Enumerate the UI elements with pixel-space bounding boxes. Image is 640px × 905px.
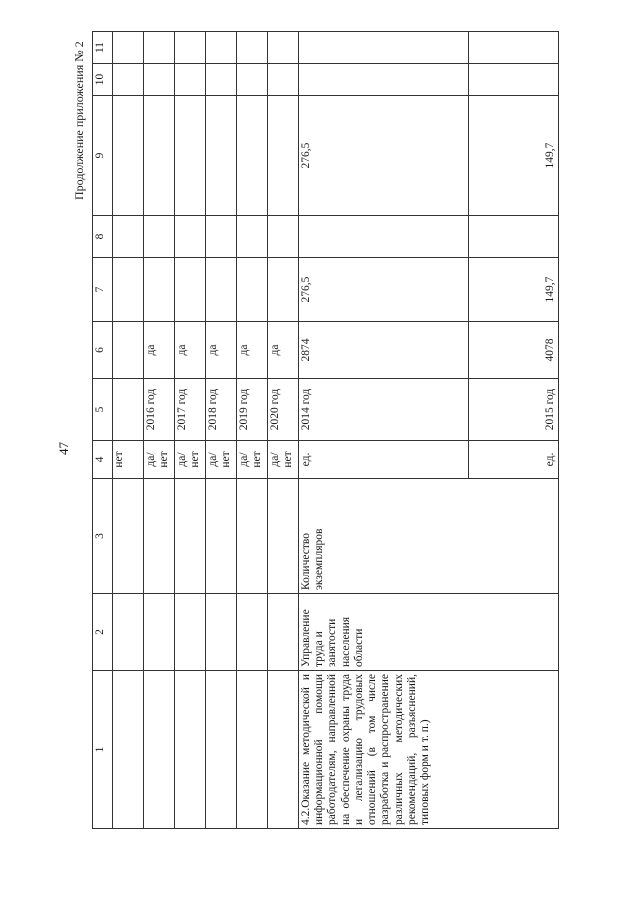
table-row xyxy=(175,32,206,829)
indicator-cell: Количество экземпляров xyxy=(299,479,559,594)
col-num: 10 xyxy=(93,64,113,96)
unit-cell: да/ нет xyxy=(144,441,175,479)
col-num: 11 xyxy=(93,32,113,64)
unit-cell: ед. xyxy=(469,441,559,479)
value-cell: да xyxy=(144,322,175,379)
executor-cell: Управление труда и занятости населения области xyxy=(299,594,559,671)
value-cell: да xyxy=(206,322,237,379)
year-cell: 2014 год xyxy=(299,379,469,441)
col-num: 4 xyxy=(93,441,113,479)
unit-cell: нет xyxy=(113,441,144,479)
col-num: 5 xyxy=(93,379,113,441)
table-row xyxy=(206,32,237,829)
rotated-page xyxy=(92,32,575,829)
year-cell: 2016 год xyxy=(144,379,175,441)
unit-cell: ед. xyxy=(299,441,469,479)
unit-cell: да/ нет xyxy=(237,441,268,479)
unit-cell: да/ нет xyxy=(206,441,237,479)
value-cell: да xyxy=(175,322,206,379)
table-row xyxy=(237,32,268,829)
continuation-title: Продолжение приложения № 2 xyxy=(72,41,86,200)
col-num: 3 xyxy=(93,479,113,594)
appendix-table xyxy=(92,31,559,829)
measure-name: 4.2.Оказание методической и информационной помощи работодателям, направленной на обеспечение охраны труда и легализацию трудовых отношений (в том числе разработка и распространение различных методических рекомендаций, разъяснений, типовых форм и т. п.) xyxy=(299,671,559,829)
year-cell: 2020 год xyxy=(268,379,299,441)
year-cell: 2018 год xyxy=(206,379,237,441)
col-num: 2 xyxy=(93,594,113,671)
table-row xyxy=(299,32,469,829)
value-cell: да xyxy=(268,322,299,379)
value-cell: да xyxy=(237,322,268,379)
col-num: 7 xyxy=(93,258,113,322)
table-row xyxy=(268,32,299,829)
value-cell: 149,7 xyxy=(469,96,559,216)
col-num: 1 xyxy=(93,671,113,829)
value-cell: 2874 xyxy=(299,322,469,379)
table-row xyxy=(113,32,144,829)
col-num: 9 xyxy=(93,96,113,216)
col-num: 6 xyxy=(93,322,113,379)
table-row xyxy=(144,32,175,829)
year-cell: 2015 год xyxy=(469,379,559,441)
value-cell: 149,7 xyxy=(469,258,559,322)
value-cell: 276,5 xyxy=(299,96,469,216)
unit-cell: да/ нет xyxy=(175,441,206,479)
value-cell xyxy=(469,216,559,258)
value-cell: 276,5 xyxy=(299,258,469,322)
column-numbers-row xyxy=(93,32,113,829)
col-num: 8 xyxy=(93,216,113,258)
unit-cell: да/ нет xyxy=(268,441,299,479)
page-number: 47 xyxy=(56,442,71,455)
year-cell: 2017 год xyxy=(175,379,206,441)
value-cell: 4078 xyxy=(469,322,559,379)
value-cell xyxy=(299,216,469,258)
year-cell: 2019 год xyxy=(237,379,268,441)
